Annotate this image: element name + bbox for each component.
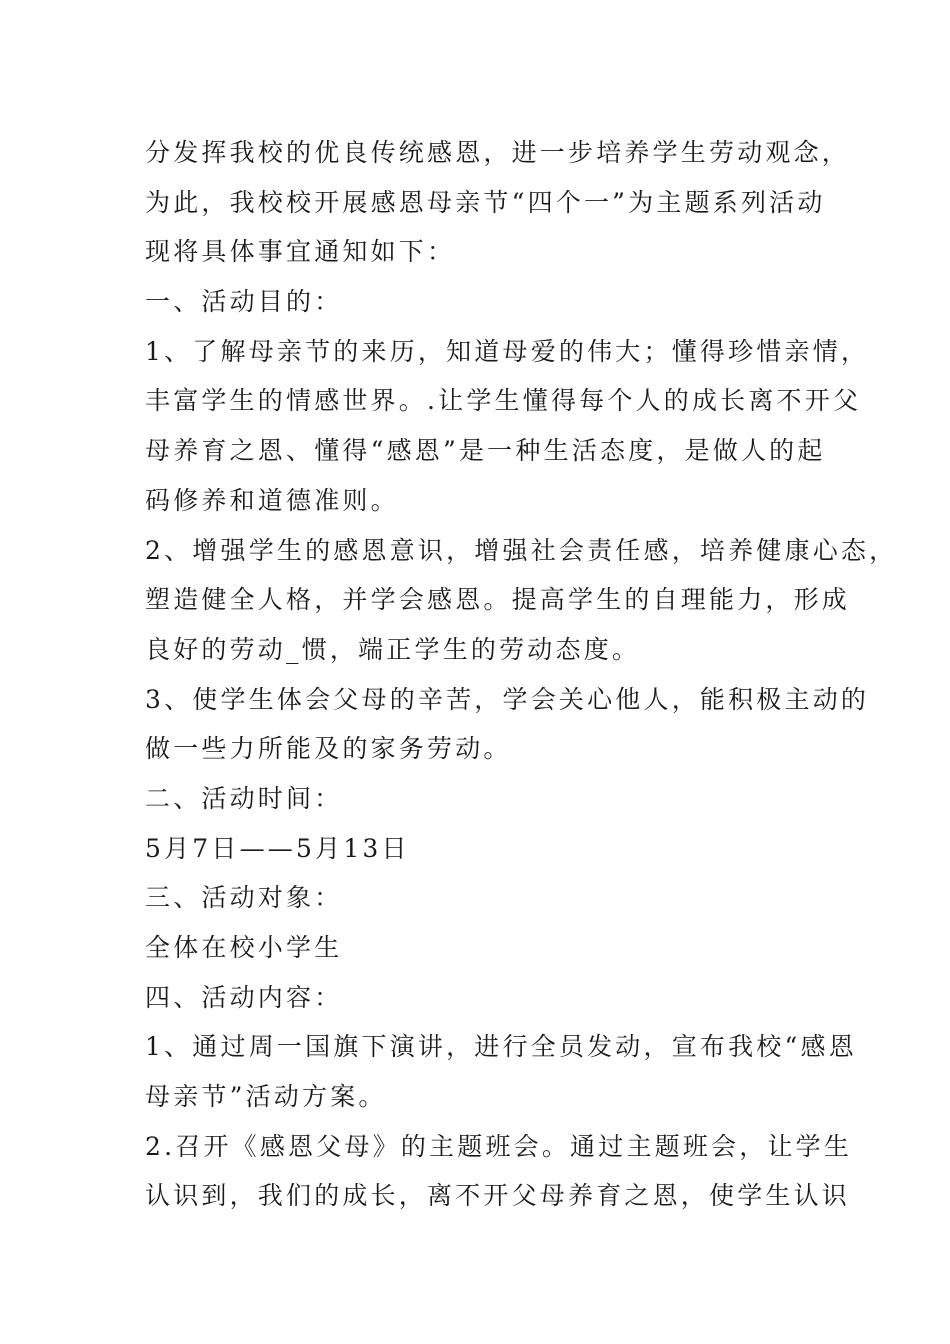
text-line: 5月7日——5月13日 <box>145 833 410 863</box>
section-heading: 四、活动内容： <box>145 982 343 1012</box>
text-line: 良好的劳动_惯，端正学生的劳动态度。 <box>145 634 641 664</box>
text-line: 码修养和道德准则。 <box>145 485 399 515</box>
section-heading: 三、活动对象： <box>145 883 343 913</box>
section-heading: 二、活动时间： <box>145 783 343 813</box>
text-line: 2.召开《感恩父母》的主题班会。通过主题班会，让学生 <box>145 1131 853 1161</box>
text-line: 2、增强学生的感恩意识，增强社会责任感，培养健康心态， <box>145 535 898 565</box>
text-line: 分发挥我校的优良传统感恩，进一步培养学生劳动观念， <box>145 138 851 167</box>
text-line: 做一些力所能及的家务劳动。 <box>145 734 512 764</box>
text-line: 3、使学生体会父母的辛苦，学会关心他人，能积极主动的 <box>145 684 870 714</box>
document-body <box>145 128 898 1221</box>
text-line: 认识到，我们的成长，离不开父母养育之恩，使学生认识 <box>145 1181 851 1211</box>
text-line: 1、通过周一国旗下演讲，进行全员发动，宣布我校“感恩 <box>145 1032 857 1062</box>
text-line: 1、了解母亲节的来历，知道母爱的伟大；懂得珍惜亲情， <box>145 336 870 366</box>
text-line: 全体在校小学生 <box>145 933 343 962</box>
text-line: 为此，我校校开展感恩母亲节“四个一”为主题系列活动 <box>145 187 826 217</box>
text-line: 母养育之恩、懂得“感恩”是一种生活态度，是做人的起 <box>145 436 826 466</box>
text-line: 塑造健全人格，并学会感恩。提高学生的自理能力，形成 <box>145 585 851 615</box>
text-line: 丰富学生的情感世界。.让学生懂得每个人的成长离不开父 <box>145 386 862 416</box>
text-line: 现将具体事宜通知如下： <box>145 237 456 267</box>
section-heading: 一、活动目的： <box>145 287 343 317</box>
text-line: 母亲节”活动方案。 <box>145 1082 387 1112</box>
